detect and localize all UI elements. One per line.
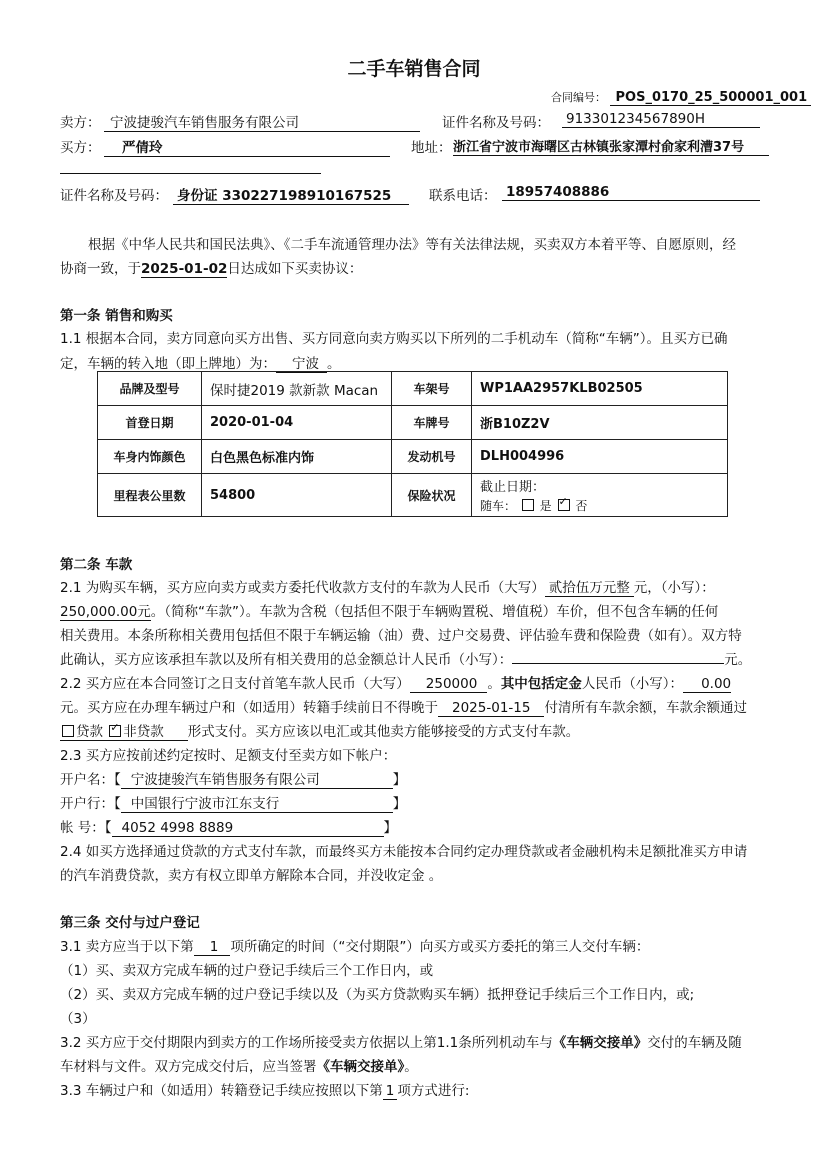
buyer-name: 严倩玲 — [104, 136, 390, 157]
buyer-address-value: 浙江省宁波市海曙区古林镇张家潭村俞家利漕37号 — [453, 136, 769, 156]
clause-2-4-line-2: 的汽车消费贷款，卖方有权立即单方解除本合同，并没收定金 。 — [60, 868, 443, 884]
bank-name: 中国银行宁波市江东支行 — [130, 796, 280, 812]
clause-2-3: 2.3 买方应按前述约定按时、足额支付至卖方如下帐户： — [60, 748, 397, 764]
mileage-label: 里程表公里数 — [98, 474, 202, 517]
account-number: 4052 4998 8889 — [121, 820, 234, 836]
buyer-phone-label: 联系电话： — [429, 188, 497, 204]
contract-title: 二手车销售合同 — [347, 58, 481, 80]
table-row — [98, 372, 728, 406]
option-2: （2）买、卖双方完成车辆的过户登记手续以及（为买方贷款购买车辆）抵押登记手续后三个工作日内，或; — [60, 987, 695, 1003]
account-number-row: 帐 号：【 4052 4998 8889 】 — [60, 820, 398, 836]
plate-value: 浙B10Z2V — [472, 406, 728, 440]
deposit-amount: 0.00 — [683, 676, 731, 693]
clause-2-2-line-1: 2.2 买方应在本合同签订之日支付首笔车款人民币（大写） 250000 。其中包括定金人民币（小写）： 0.00 — [60, 676, 732, 692]
delivery-option: 1 — [194, 939, 231, 956]
checkbox-checked-icon[interactable] — [109, 725, 121, 737]
insurance-follow-row: 随车： 是 ✓ 否 — [480, 497, 719, 514]
table-row — [98, 440, 728, 474]
color-value: 白色黑色标准内饰 — [202, 440, 392, 474]
clause-2-1-line-2: 250,000.00元。（简称“车款”）。车款为含税（包括但不限于车辆购置税、增值税）车价，但不包含车辆的任何 — [60, 600, 718, 621]
clause-2-1-line-4: 此确认，买方应该承担车款以及所有相关费用的总金额总计人民币（小写）： 元。 — [60, 652, 752, 668]
checkbox-unchecked-icon[interactable] — [522, 499, 534, 511]
amount-upper: 贰拾伍万元整 — [545, 576, 634, 597]
mileage-value: 54800 — [202, 474, 392, 517]
option-1: （1）买、卖双方完成车辆的过户登记手续后三个工作日内，或 — [60, 963, 434, 979]
contract-number-value: POS_0170_25_500001_001 — [610, 90, 812, 106]
buyer-phone-value: 18957408886 — [502, 184, 760, 201]
buyer-address-label: 地址： — [411, 140, 452, 156]
address-continuation-line — [60, 172, 321, 174]
registration-location: 宁波 — [276, 352, 327, 373]
clause-1-1-line-1: 1.1 根据本合同，卖方同意向买方出售、买方同意向卖方购买以下所列的二手机动车（简称“车辆”）。且买方已确 — [60, 331, 728, 347]
insurance-label: 保险状况 — [392, 474, 472, 517]
transfer-option: 1 — [383, 1083, 398, 1100]
seller-name: 宁波捷骏汽车销售服务有限公司 — [104, 111, 420, 132]
clause-1-1-line-2: 定，车辆的转入地（即上牌地）为： 宁波 。 — [60, 352, 341, 373]
checkbox-checked-icon[interactable] — [558, 499, 570, 511]
bank-row: 开户行：【 中国银行宁波市江东支行 】 — [60, 792, 406, 813]
clause-2-1-line-3: 相关费用。本条所称相关费用包括但不限于车辆运输（油）费、过户交易费、评估验车费和保险费（如有）。双方特 — [60, 628, 742, 644]
article-2-heading: 第二条 车款 — [60, 557, 133, 573]
plate-label: 车牌号 — [392, 406, 472, 440]
insurance-value — [472, 474, 728, 517]
clause-2-4-line-1: 2.4 如买方选择通过贷款的方式支付车款，而最终买方未能按本合同约定办理贷款或者金融机构未足额批准买方申请 — [60, 844, 748, 860]
article-1-heading: 第一条 销售和购买 — [60, 308, 173, 324]
seller-label: 卖方： — [60, 115, 101, 131]
buyer-label: 买方： — [60, 140, 101, 156]
option-3: （3） — [60, 1011, 96, 1027]
checkbox-unchecked-icon[interactable] — [62, 725, 74, 737]
clause-2-1-line-1: 2.1 为购买车辆，买方应向卖方或卖方委托代收款方支付的车款为人民币（大写） 贰拾伍万元整 元，（小写）： — [60, 576, 715, 597]
buyer-id-value: 身份证 330227198910167525 — [173, 184, 409, 205]
insurance-no: 否 — [575, 499, 588, 513]
engine-label: 发动机号 — [392, 440, 472, 474]
reg-date-label: 首登日期 — [98, 406, 202, 440]
vin-value: WP1AA2957KLB02505 — [472, 372, 728, 406]
seller-id-value: 913301234567890H — [562, 111, 760, 128]
vehicle-info-table — [97, 371, 728, 517]
clause-3-3: 3.3 车辆过户和（如适用）转籍登记手续应按照以下第 1 项方式进行: — [60, 1083, 470, 1099]
reg-date-value: 2020-01-04 — [202, 406, 392, 440]
account-name: 宁波捷骏汽车销售服务有限公司 — [130, 772, 320, 788]
clause-2-2-line-2: 元。买方应在办理车辆过户和（如适用）转籍手续前日不得晚于 2025-01-15 付清所有车款余额，车款余额通过 — [60, 700, 747, 716]
insurance-yes: 是 — [539, 499, 552, 513]
table-row — [98, 474, 728, 517]
first-payment: 250000 — [410, 676, 488, 693]
clause-2-2-line-3: 贷款 ✓ 非贷款 形式支付。买方应该以电汇或其他卖方能够接受的方式支付车款。 — [60, 720, 579, 741]
intro-line-2: 协商一致，于2025-01-02日达成如下买卖协议： — [60, 261, 363, 277]
account-name-row: 开户名：【 宁波捷骏汽车销售服务有限公司 】 — [60, 768, 406, 789]
non-loan-option: 非贷款 — [123, 724, 164, 740]
engine-value: DLH004996 — [472, 440, 728, 474]
buyer-id-label: 证件名称及号码： — [60, 188, 168, 204]
vin-label: 车架号 — [392, 372, 472, 406]
contract-number-row — [551, 89, 811, 106]
payment-deadline: 2025-01-15 — [438, 700, 544, 717]
table-row — [98, 406, 728, 440]
agreement-date: 2025-01-02 — [141, 261, 228, 277]
article-3-heading: 第三条 交付与过户登记 — [60, 915, 200, 931]
insurance-expiry-label: 截止日期： — [480, 480, 546, 495]
seller-id-label: 证件名称及号码： — [442, 115, 550, 131]
contract-number-label: 合同编号： — [551, 91, 606, 104]
amount-lower: 250,000.00元 — [60, 600, 151, 621]
clause-3-2-line-2: 车材料与文件。双方完成交付后，应当签署《车辆交接单》。 — [60, 1059, 418, 1075]
brand-value: 保时捷2019 款新款 Macan — [202, 372, 392, 406]
loan-option: 贷款 — [76, 724, 103, 740]
clause-3-2-line-1: 3.2 买方应于交付期限内到卖方的工作场所接受卖方依据以上第1.1条所列机动车与《车辆交接单》交付的车辆及随 — [60, 1035, 742, 1051]
brand-label: 品牌及型号 — [98, 372, 202, 406]
intro-line-1: 根据《中华人民共和国民法典》、《二手车流通管理办法》等有关法律法规，买卖双方本着平等、自愿原则，经 — [88, 237, 736, 253]
color-label: 车身内饰颜色 — [98, 440, 202, 474]
clause-3-1: 3.1 卖方应当于以下第 1 项所确定的时间（“交付期限”）向买方或买方委托的第三人交付车辆： — [60, 939, 650, 955]
